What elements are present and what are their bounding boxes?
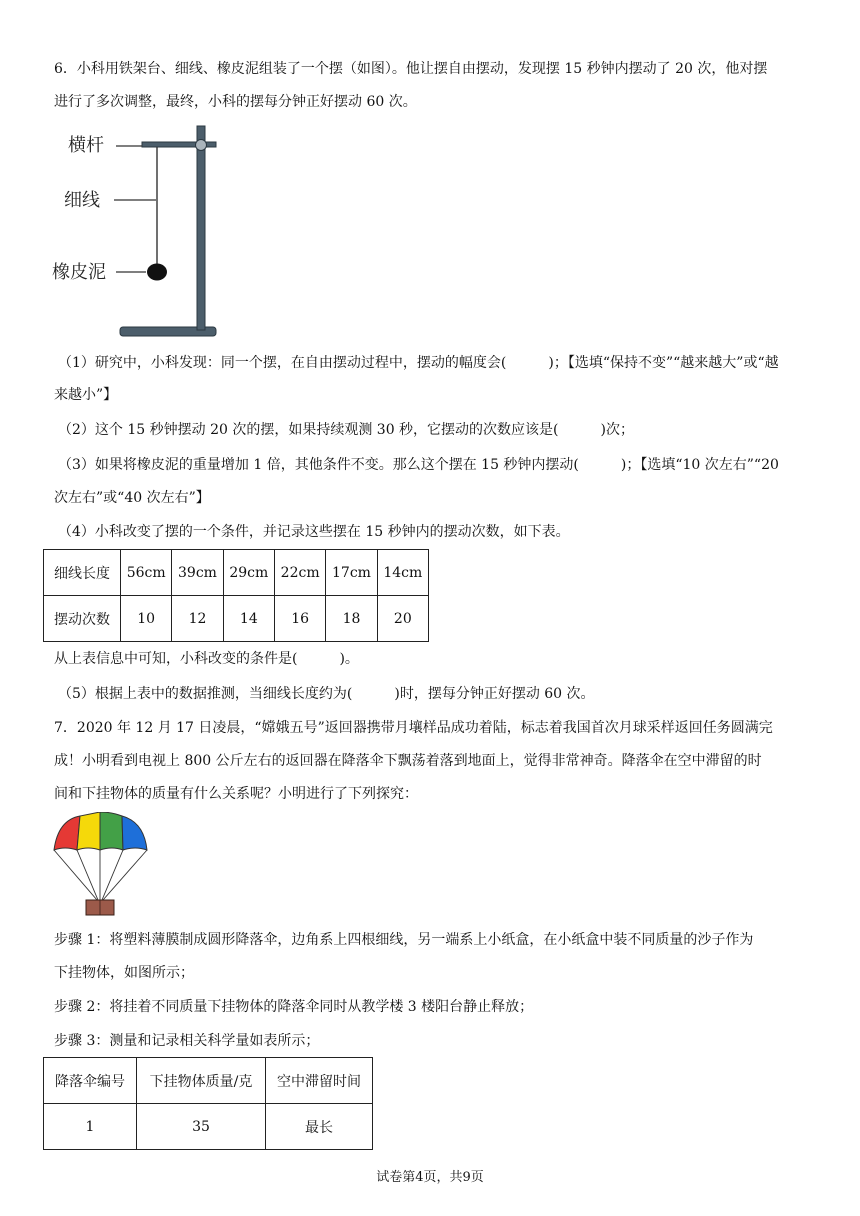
table-header-cell: 降落伞编号 bbox=[44, 1058, 137, 1104]
q7-intro-line2: 成！小明看到电视上 800 公斤左右的返回器在降落伞下飘荡着落到地面上，觉得非常神奇。降落伞在空中滞留的时 bbox=[54, 753, 762, 769]
parachute-diagram bbox=[50, 812, 150, 918]
table-cell: 14cm bbox=[377, 550, 428, 596]
q7-step1-line2: 下挂物体，如图所示； bbox=[54, 965, 194, 981]
label-string: 细线 bbox=[64, 190, 100, 211]
table-cell: 20 bbox=[377, 596, 428, 642]
q7-intro-line1: 7．2020 年 12 月 17 日凌晨，“嫦娥五号”返回器携带月壤样品成功着陆，标志着我国首次月球采样返回任务圆满完 bbox=[54, 720, 773, 736]
table-row bbox=[44, 1104, 373, 1150]
q7-intro-line3: 间和下挂物体的质量有什么关系呢？小明进行了下列探究： bbox=[54, 786, 418, 802]
table-row bbox=[44, 596, 429, 642]
pendulum-table bbox=[43, 549, 429, 642]
page-footer: 试卷第4页，共9页 bbox=[376, 1170, 484, 1185]
table-cell: 最长 bbox=[266, 1104, 373, 1150]
table-cell: 56cm bbox=[121, 550, 172, 596]
q6-sub5: （5）根据上表中的数据推测，当细线长度约为( )时，摆每分钟正好摆动 60 次。 bbox=[58, 686, 595, 702]
table-row-header: 摆动次数 bbox=[44, 596, 121, 642]
label-bob: 橡皮泥 bbox=[52, 262, 106, 283]
table-row-header: 细线长度 bbox=[44, 550, 121, 596]
table-header-cell: 下挂物体质量/克 bbox=[137, 1058, 266, 1104]
table-cell: 18 bbox=[326, 596, 377, 642]
label-bar: 横杆 bbox=[68, 135, 104, 156]
table-cell: 12 bbox=[172, 596, 223, 642]
q7-step1-line1: 步骤 1：将塑料薄膜制成圆形降落伞，边角系上四根细线，另一端系上小纸盒，在小纸盒中装不同质量的沙子作为 bbox=[54, 932, 754, 948]
table-row bbox=[44, 550, 429, 596]
q6-sub2: （2）这个 15 秒钟摆动 20 次的摆，如果持续观测 30 秒，它摆动的次数应该是( )次； bbox=[58, 422, 634, 438]
parachute-figure bbox=[50, 812, 150, 918]
table-cell: 39cm bbox=[172, 550, 223, 596]
q6-sub1-line1: （1）研究中，小科发现：同一个摆，在自由摆动过程中，摆动的幅度会( )；【选填“保持不变”“越来越大”或“越 bbox=[58, 355, 779, 371]
parachute-table bbox=[43, 1057, 373, 1150]
q6-sub4: （4）小科改变了摆的一个条件，并记录这些摆在 15 秒钟内的摆动次数，如下表。 bbox=[58, 524, 570, 540]
table-cell: 14 bbox=[223, 596, 274, 642]
pendulum-figure bbox=[50, 122, 230, 344]
table-header-cell: 空中滞留时间 bbox=[266, 1058, 373, 1104]
table-cell: 35 bbox=[137, 1104, 266, 1150]
q6-sub1-line2: 来越小”】 bbox=[54, 387, 118, 403]
table-header-row bbox=[44, 1058, 373, 1104]
q6-sub3-line2: 次左右”或“40 次左右”】 bbox=[54, 490, 210, 506]
table-cell: 10 bbox=[121, 596, 172, 642]
q6-after-table: 从上表信息中可知，小科改变的条件是( )。 bbox=[54, 651, 359, 667]
table-cell: 29cm bbox=[223, 550, 274, 596]
q7-step2: 步骤 2：将挂着不同质量下挂物体的降落伞同时从教学楼 3 楼阳台静止释放； bbox=[54, 999, 534, 1015]
table-cell: 17cm bbox=[326, 550, 377, 596]
q6-intro-line2: 进行了多次调整，最终，小科的摆每分钟正好摆动 60 次。 bbox=[54, 94, 417, 110]
q6-intro-line1: 6．小科用铁架台、细线、橡皮泥组装了一个摆（如图）。他让摆自由摆动，发现摆 15 秒钟内摆动了 20 次，他对摆 bbox=[54, 61, 768, 77]
pendulum-diagram bbox=[50, 122, 230, 344]
table-cell: 16 bbox=[274, 596, 325, 642]
q7-step3: 步骤 3：测量和记录相关科学量如表所示； bbox=[54, 1033, 320, 1049]
q6-sub3-line1: （3）如果将橡皮泥的重量增加 1 倍，其他条件不变。那么这个摆在 15 秒钟内摆动( )；【选填“10 次左右”“20 bbox=[58, 457, 779, 473]
table-cell: 1 bbox=[44, 1104, 137, 1150]
table-cell: 22cm bbox=[274, 550, 325, 596]
